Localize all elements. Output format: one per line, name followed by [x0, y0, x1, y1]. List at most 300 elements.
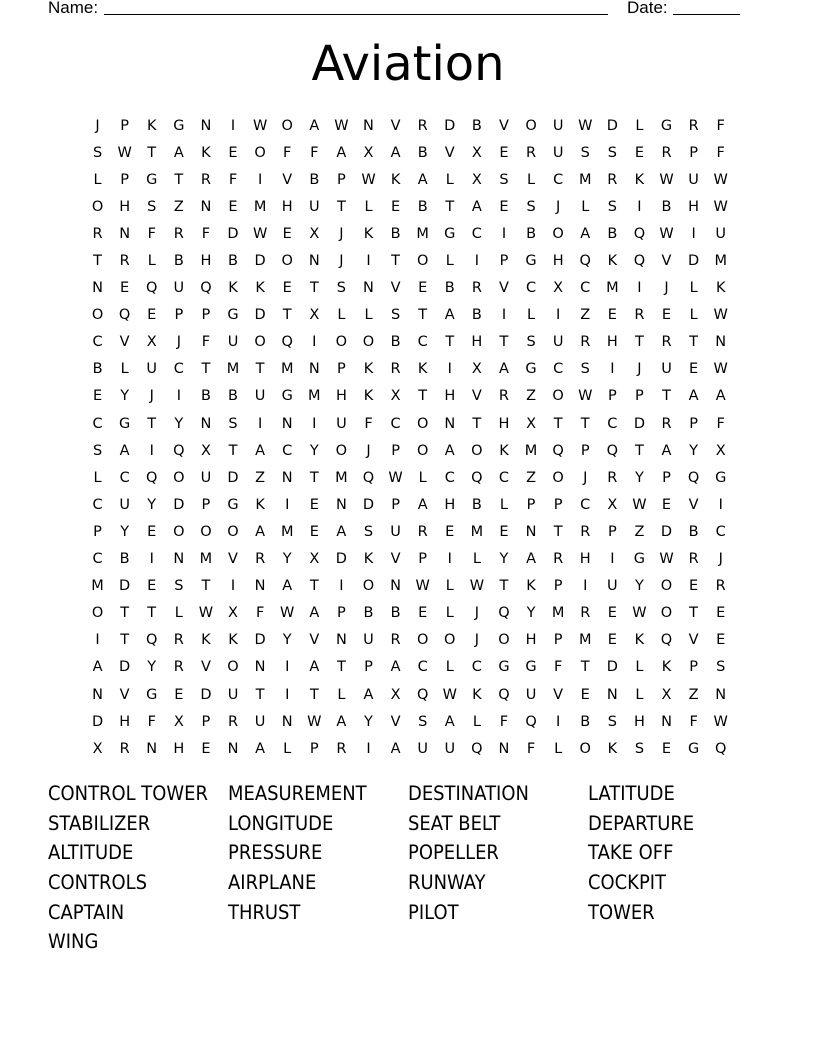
grid-letter: A [498, 361, 509, 378]
word-list-item: THRUST [228, 900, 301, 924]
page-title: Aviation [311, 36, 505, 92]
grid-letter: W [252, 225, 268, 242]
grid-letter: I [339, 578, 344, 595]
grid-letter: P [391, 496, 400, 513]
grid-letter: J [474, 632, 479, 649]
grid-letter: B [661, 198, 672, 215]
grid-letter: V [390, 713, 401, 730]
grid-letter: T [499, 334, 509, 351]
grid-letter: X [390, 686, 401, 703]
grid-letter: R [526, 144, 537, 161]
word-list-item: SEAT BELT [408, 811, 501, 835]
grid-letter: S [526, 334, 536, 351]
grid-letter: C [471, 659, 482, 676]
grid-letter: T [634, 442, 644, 459]
grid-letter: Y [147, 496, 157, 513]
grid-letter: U [525, 686, 537, 703]
grid-letter: E [716, 605, 726, 622]
grid-letter: L [445, 659, 454, 676]
grid-letter: W [307, 713, 322, 730]
grid-letter: R [227, 713, 239, 730]
grid-letter: L [364, 307, 373, 324]
grid-letter: S [580, 361, 590, 378]
grid-letter: C [580, 496, 591, 513]
grid-letter: I [95, 632, 100, 649]
grid-letter: W [659, 551, 674, 568]
grid-letter: U [227, 334, 239, 351]
grid-letter: S [716, 659, 726, 676]
grid-letter: O [660, 605, 673, 622]
grid-letter: P [120, 171, 130, 188]
grid-letter: N [444, 415, 456, 432]
grid-letter: J [339, 225, 344, 242]
grid-letter: D [119, 659, 131, 676]
grid-letter: R [607, 469, 618, 486]
grid-letter: M [91, 578, 104, 595]
grid-letter: C [92, 496, 103, 513]
grid-letter: E [607, 307, 617, 324]
grid-letter: O [281, 253, 293, 270]
grid-letter: N [146, 740, 158, 757]
grid-letter: Z [526, 469, 537, 486]
grid-letter: J [583, 469, 588, 486]
grid-letter: R [580, 523, 591, 540]
grid-letter: J [556, 198, 561, 215]
grid-letter: A [444, 713, 455, 730]
grid-letter: C [173, 361, 184, 378]
grid-letter: O [416, 253, 429, 270]
grid-letter: M [280, 523, 294, 540]
grid-letter: R [119, 253, 130, 270]
grid-letter: S [580, 144, 590, 161]
grid-letter: L [337, 686, 346, 703]
grid-letter: I [610, 361, 615, 378]
grid-letter: E [607, 605, 617, 622]
grid-letter: Q [633, 225, 646, 242]
grid-letter: D [173, 496, 185, 513]
grid-letter: K [499, 442, 509, 459]
grid-letter: F [716, 144, 725, 161]
grid-letter: P [174, 307, 184, 324]
grid-letter: D [254, 253, 266, 270]
grid-letter: C [471, 225, 482, 242]
grid-letter: L [635, 659, 644, 676]
grid-letter: Q [660, 632, 673, 649]
grid-letter: K [607, 253, 618, 270]
grid-letter: W [578, 388, 593, 405]
grid-letter: A [363, 686, 374, 703]
grid-letter: N [308, 253, 320, 270]
grid-letter: X [715, 442, 726, 459]
date-label: Date: [627, 0, 668, 17]
grid-letter: Q [687, 469, 700, 486]
grid-letter: U [390, 523, 401, 540]
grid-letter: T [553, 523, 563, 540]
grid-letter: S [336, 280, 346, 297]
grid-letter: W [198, 605, 214, 622]
grid-letter: B [607, 225, 618, 242]
grid-letter: V [553, 686, 564, 703]
grid-letter: Q [552, 442, 564, 459]
grid-letter: C [92, 334, 103, 351]
grid-letter: T [418, 388, 428, 405]
grid-letter: U [688, 171, 699, 188]
grid-letter: B [228, 388, 238, 405]
grid-letter: V [390, 280, 401, 297]
grid-letter: S [92, 144, 103, 161]
grid-letter: A [173, 144, 184, 161]
grid-letter: V [498, 117, 509, 134]
grid-letter: W [632, 496, 647, 513]
grid-letter: F [716, 415, 725, 432]
grid-letter: E [634, 144, 644, 161]
grid-letter: O [416, 442, 429, 459]
grid-letter: F [201, 225, 211, 242]
grid-letter: L [499, 496, 508, 513]
grid-letter: N [715, 686, 727, 703]
grid-letter: L [554, 740, 563, 757]
grid-letter: G [715, 469, 727, 486]
grid-letter: Y [282, 551, 292, 568]
grid-letter: F [201, 334, 211, 351]
grid-letter: K [363, 551, 374, 568]
grid-letter: Y [499, 551, 509, 568]
grid-letter: L [445, 171, 454, 188]
grid-letter: Q [146, 280, 158, 297]
grid-letter: M [524, 442, 538, 459]
grid-letter: R [580, 334, 591, 351]
grid-letter: W [713, 198, 728, 215]
grid-letter: D [335, 551, 347, 568]
grid-letter: Y [120, 388, 130, 405]
grid-letter: A [119, 442, 130, 459]
grid-letter: R [173, 659, 184, 676]
grid-letter: C [119, 469, 130, 486]
grid-letter: O [660, 578, 673, 595]
grid-letter: T [93, 253, 102, 270]
grid-letter: X [553, 280, 564, 297]
grid-letter: N [173, 551, 185, 568]
grid-letter: I [447, 551, 452, 568]
grid-letter: A [444, 307, 455, 324]
grid-letter: N [281, 713, 293, 730]
grid-letter: E [201, 740, 211, 757]
grid-letter: K [634, 171, 645, 188]
grid-letter: I [149, 442, 154, 459]
grid-letter: K [634, 632, 645, 649]
grid-letter: K [255, 496, 265, 513]
grid-letter: X [92, 740, 103, 757]
grid-letter: P [418, 551, 428, 568]
grid-letter: K [201, 632, 211, 649]
grid-letter: V [390, 117, 401, 134]
grid-letter: R [173, 225, 184, 242]
grid-letter: W [469, 578, 485, 595]
grid-letter: B [390, 334, 401, 351]
grid-letter: W [713, 713, 728, 730]
grid-letter: H [471, 334, 483, 351]
grid-letter: J [718, 551, 723, 568]
grid-letter: N [254, 659, 266, 676]
grid-letter: G [281, 388, 293, 405]
word-list-item: LONGITUDE [228, 811, 334, 835]
grid-letter: O [362, 334, 375, 351]
grid-letter: E [390, 198, 401, 215]
grid-letter: H [173, 740, 185, 757]
grid-letter: T [228, 442, 238, 459]
grid-letter: N [363, 280, 374, 297]
grid-letter: L [635, 117, 644, 134]
grid-letter: Q [579, 253, 591, 270]
grid-letter: I [583, 578, 588, 595]
grid-letter: P [337, 361, 346, 378]
grid-letter: D [688, 253, 700, 270]
grid-letter: S [418, 713, 428, 730]
grid-letter: J [149, 388, 154, 405]
grid-letter: I [285, 496, 290, 513]
grid-letter: R [661, 415, 672, 432]
grid-letter: M [199, 551, 213, 568]
grid-letter: C [282, 442, 293, 459]
grid-letter: C [92, 415, 103, 432]
grid-letter: W [415, 578, 430, 595]
grid-letter: C [580, 280, 591, 297]
grid-letter: G [227, 496, 239, 513]
grid-letter: N [119, 225, 131, 242]
grid-letter: M [226, 361, 240, 378]
grid-letter: Y [634, 578, 644, 595]
grid-letter: M [470, 523, 484, 540]
word-list-item: STABILIZER [48, 811, 151, 835]
grid-letter: V [119, 334, 130, 351]
grid-letter: W [280, 605, 295, 622]
grid-letter: S [634, 740, 645, 757]
grid-letter: O [362, 578, 375, 595]
grid-letter: R [498, 388, 509, 405]
grid-letter: G [633, 551, 646, 568]
grid-letter: C [417, 659, 428, 676]
grid-letter: I [257, 415, 263, 432]
grid-letter: O [335, 334, 348, 351]
word-list-item: ALTITUDE [48, 841, 134, 865]
grid-letter: N [227, 740, 239, 757]
grid-letter: B [471, 307, 482, 324]
grid-letter: R [119, 740, 130, 757]
grid-letter: M [578, 632, 592, 649]
grid-letter: G [146, 171, 158, 188]
grid-letter: R [390, 361, 401, 378]
grid-letter: Q [606, 442, 619, 459]
grid-letter: E [689, 361, 699, 378]
grid-letter: U [363, 632, 374, 649]
grid-letter: Q [498, 605, 510, 622]
grid-letter: A [417, 171, 428, 188]
grid-letter: O [91, 307, 104, 324]
grid-letter: I [366, 740, 371, 757]
grid-letter: K [715, 280, 726, 297]
grid-letter: Q [281, 334, 293, 351]
word-list-item: POPELLER [408, 841, 499, 865]
grid-letter: Z [526, 388, 537, 405]
grid-letter: S [390, 307, 401, 324]
grid-letter: V [282, 171, 293, 188]
grid-letter: A [336, 523, 347, 540]
grid-letter: K [201, 144, 211, 161]
grid-letter: X [661, 686, 672, 703]
grid-letter: D [633, 415, 645, 432]
grid-letter: X [471, 361, 482, 378]
grid-letter: E [661, 307, 672, 324]
grid-letter: D [91, 713, 104, 730]
grid-letter: U [200, 469, 212, 486]
grid-letter: V [200, 659, 211, 676]
grid-letter: L [174, 605, 183, 622]
grid-letter: P [553, 632, 563, 649]
grid-letter: T [499, 578, 509, 595]
grid-letter: E [689, 578, 699, 595]
grid-letter: D [254, 632, 266, 649]
grid-letter: T [147, 605, 157, 622]
grid-letter: V [444, 144, 455, 161]
grid-letter: Y [282, 632, 292, 649]
grid-letter: H [606, 334, 618, 351]
grid-letter: H [119, 198, 131, 215]
grid-letter: X [228, 605, 238, 622]
grid-letter: G [227, 307, 239, 324]
name-label: Name: [48, 0, 99, 17]
grid-letter: X [146, 334, 157, 351]
grid-letter: O [227, 523, 239, 540]
name-field-line[interactable] [104, 14, 608, 15]
grid-letter: E [282, 280, 292, 297]
grid-letter: T [689, 334, 699, 351]
grid-letter: L [120, 361, 129, 378]
grid-letter: Q [498, 686, 510, 703]
grid-letter: K [661, 659, 672, 676]
grid-letter: E [499, 198, 509, 215]
grid-letter: Y [174, 415, 184, 432]
grid-letter: I [637, 198, 642, 215]
grid-letter: V [390, 551, 401, 568]
grid-letter: O [173, 469, 185, 486]
grid-letter: N [498, 740, 510, 757]
grid-letter: K [363, 388, 374, 405]
grid-letter: A [417, 496, 428, 513]
grid-letter: C [525, 280, 537, 297]
grid-letter: B [580, 713, 591, 730]
word-list-item: TOWER [588, 900, 655, 924]
grid-letter: R [688, 117, 699, 134]
grid-letter: B [390, 605, 401, 622]
grid-letter: B [228, 253, 238, 270]
grid-letter: T [553, 415, 563, 432]
grid-letter: U [607, 578, 618, 595]
grid-letter: T [445, 198, 455, 215]
word-list-item: RUNWAY [408, 871, 486, 895]
grid-letter: K [363, 225, 374, 242]
grid-letter: B [173, 253, 184, 270]
grid-letter: Y [526, 605, 536, 622]
grid-letter: E [607, 632, 617, 649]
grid-letter: D [227, 469, 239, 486]
grid-letter: I [230, 117, 236, 134]
grid-letter: Y [634, 469, 644, 486]
grid-letter: R [634, 307, 645, 324]
grid-letter: J [366, 442, 371, 459]
grid-letter: A [580, 225, 591, 242]
grid-letter: P [309, 740, 319, 757]
grid-letter: J [474, 605, 479, 622]
word-list-item: DESTINATION [408, 782, 529, 805]
grid-letter: P [553, 496, 563, 513]
grid-letter: K [363, 361, 374, 378]
grid-letter: P [526, 496, 536, 513]
grid-letter: T [391, 253, 400, 270]
grid-letter: P [93, 523, 102, 540]
grid-letter: V [688, 632, 699, 649]
grid-letter: M [606, 280, 619, 297]
grid-letter: T [147, 144, 157, 161]
grid-letter: C [553, 171, 564, 188]
grid-letter: S [607, 144, 617, 161]
grid-letter: J [664, 280, 669, 297]
grid-letter: P [635, 388, 644, 405]
grid-letter: N [281, 469, 293, 486]
grid-letter: P [337, 605, 346, 622]
grid-letter: X [309, 551, 320, 568]
grid-letter: I [556, 713, 561, 730]
grid-letter: N [715, 334, 727, 351]
word-list-item: DEPARTURE [588, 811, 695, 835]
grid-letter: F [689, 713, 698, 730]
grid-letter: X [471, 171, 482, 188]
grid-letter: Q [714, 740, 727, 757]
grid-letter: K [607, 740, 618, 757]
grid-letter: Q [200, 280, 212, 297]
grid-letter: E [92, 388, 103, 405]
grid-letter: W [713, 171, 728, 188]
grid-letter: H [200, 253, 212, 270]
grid-letter: U [417, 740, 428, 757]
grid-letter: J [176, 334, 181, 351]
date-field-line[interactable] [673, 14, 740, 15]
grid-letter: T [201, 578, 211, 595]
grid-letter: W [252, 117, 268, 134]
grid-letter: O [416, 632, 429, 649]
grid-letter: I [474, 253, 479, 270]
grid-letter: Z [173, 198, 184, 215]
grid-letter: C [715, 523, 726, 540]
grid-letter: A [309, 659, 320, 676]
grid-letter: K [472, 686, 482, 703]
grid-letter: N [363, 117, 374, 134]
grid-letter: X [363, 144, 374, 161]
grid-letter: I [366, 253, 371, 270]
grid-letter: E [661, 496, 672, 513]
grid-letter: R [607, 171, 618, 188]
grid-letter: T [309, 686, 319, 703]
grid-letter: X [390, 388, 401, 405]
grid-letter: T [174, 171, 184, 188]
grid-letter: V [309, 632, 320, 649]
grid-letter: K [146, 117, 157, 134]
grid-letter: Z [634, 523, 645, 540]
grid-letter: O [552, 225, 564, 242]
grid-letter: B [526, 225, 537, 242]
grid-letter: F [553, 659, 563, 676]
grid-letter: P [499, 253, 509, 270]
grid-letter: X [526, 415, 537, 432]
